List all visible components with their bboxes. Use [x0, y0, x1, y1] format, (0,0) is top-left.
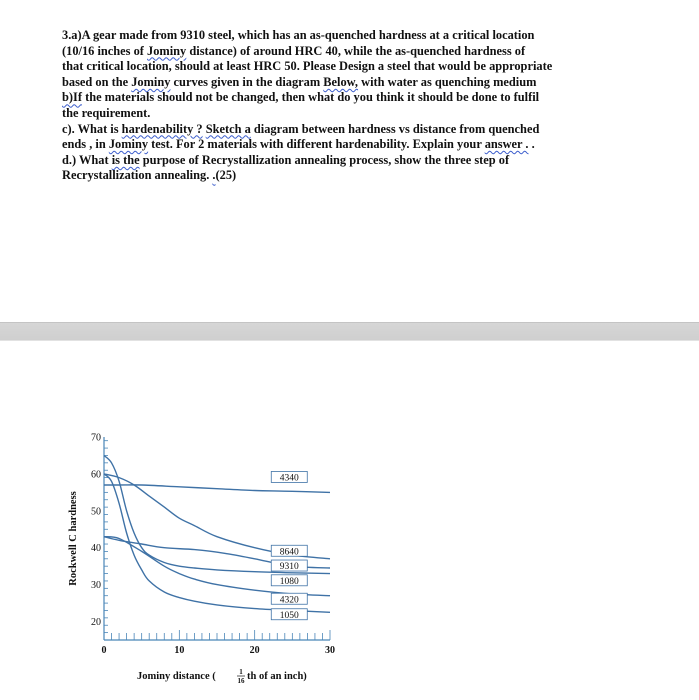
- x-axis-label: [137, 668, 307, 685]
- question-text-run: 3.a)A gear made from 9310 steel, which has an as-quenched hardness at a critical location: [62, 28, 535, 42]
- question-text: [62, 28, 622, 184]
- steel-label-4320: 4320: [279, 595, 299, 606]
- x-tick-label: 30: [325, 645, 335, 656]
- steel-label-8640: 8640: [279, 547, 299, 558]
- question-line: [62, 90, 622, 106]
- spellcheck-word: is the: [111, 152, 140, 167]
- x-axis-label-frac-den: 16: [237, 677, 245, 685]
- steel-label-1080: 1080: [279, 576, 299, 587]
- spellcheck-word: Below,: [323, 74, 359, 89]
- question-text-run: test. For 2 materials with different hardenability. Explain your: [148, 137, 485, 152]
- question-line: [62, 122, 622, 138]
- question-text-run: with water as quenching medium: [358, 74, 537, 89]
- question-line: [62, 106, 622, 122]
- question-text-run: (10/16 inches of: [62, 43, 148, 58]
- question-line: [62, 44, 622, 60]
- question-text-run: the materials should not be changed, then what do you think it should be done to fulfil: [81, 90, 540, 105]
- question-text-run: diagram between hardness vs distance from quenched: [250, 121, 540, 136]
- x-tick-label: 10: [174, 645, 185, 656]
- spellcheck-word: .: [212, 168, 216, 183]
- question-text-run: that critical location, should at least HRC 50. Please Design a steel that would be appropriate: [62, 59, 553, 74]
- question-line: [62, 137, 622, 153]
- x-axis-label-prefix: Jominy distance (: [137, 671, 216, 682]
- y-tick-label: 60: [91, 469, 101, 481]
- section-divider: [0, 322, 699, 341]
- steel-label-4340: 4340: [279, 473, 299, 484]
- question-text-run: .: [528, 137, 535, 152]
- jominy-chart-svg: [60, 425, 360, 700]
- question-line: [62, 59, 622, 75]
- question-text-run: purpose of Recrystallization annealing process, show the three step of: [139, 152, 510, 167]
- spellcheck-word: Sketch a: [205, 121, 251, 136]
- y-tick-label: 70: [91, 432, 101, 444]
- question-text-run: Recrystallization annealing.: [62, 168, 213, 183]
- y-tick-label: 30: [91, 580, 101, 592]
- question-text-run: ends , in: [62, 137, 109, 152]
- y-tick-label: 50: [91, 506, 101, 518]
- question-text-run: based on the: [62, 74, 132, 89]
- question-text-run: c). What is: [62, 121, 122, 136]
- jominy-chart: [60, 425, 360, 700]
- x-axis-label-suffix: th of an inch): [247, 671, 307, 682]
- question-text-run: curves given in the diagram: [170, 74, 324, 89]
- spellcheck-word: b)If: [62, 90, 82, 105]
- curve-4340: [104, 485, 330, 493]
- y-tick-label: 20: [91, 617, 101, 629]
- y-tick-label: 40: [91, 543, 101, 555]
- steel-label-9310: 9310: [279, 562, 299, 573]
- question-text-run: d.) What: [62, 152, 112, 167]
- spellcheck-word: Jominy: [108, 137, 149, 152]
- y-axis-label: Rockwell C hardness: [68, 491, 79, 586]
- question-line: [62, 168, 622, 184]
- x-tick-label: 20: [249, 645, 260, 656]
- question-text-run: the requirement.: [62, 105, 151, 120]
- spellcheck-word: answer .: [484, 137, 529, 152]
- spellcheck-word: Jominy: [147, 43, 187, 58]
- question-line: [62, 153, 622, 169]
- question-text-run: distance) of around HRC 40, while the as-quenched hardness of: [186, 43, 526, 58]
- spellcheck-word: Jominy: [131, 74, 171, 89]
- question-line: [62, 28, 622, 44]
- question-line: [62, 75, 622, 91]
- x-tick-label: 0: [101, 645, 107, 656]
- question-text-run: (25): [215, 168, 237, 183]
- steel-label-1050: 1050: [279, 610, 299, 621]
- x-axis-label-frac-num: 1: [239, 668, 243, 676]
- spellcheck-word: hardenability ?: [121, 121, 203, 136]
